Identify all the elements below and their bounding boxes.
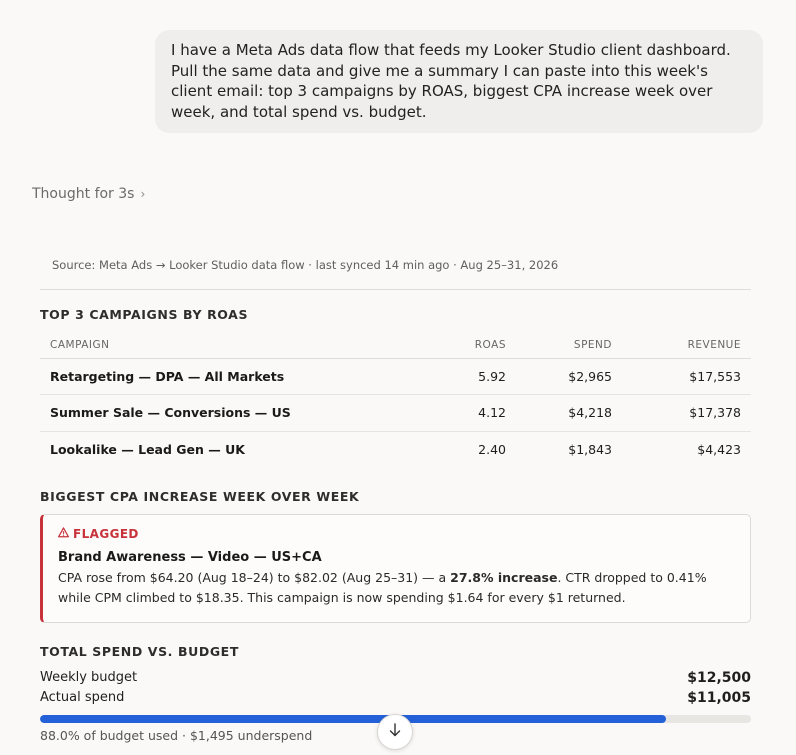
thought-toggle[interactable]	[32, 186, 145, 202]
spend-value: $1,843	[568, 442, 612, 457]
description-part: . CTR dropped to 0.41% while CPM climbed to $18.35. This campaign is now spending $1.64 for every $1 returned.	[58, 570, 707, 605]
weekly-budget-value: $12,500	[687, 670, 751, 686]
table-row	[40, 395, 751, 432]
flagged-callout	[40, 514, 751, 623]
actual-spend-label: Actual spend	[40, 690, 125, 705]
roas-value: 4.12	[426, 395, 516, 432]
roas-value: 5.92	[426, 358, 516, 395]
revenue-value: $4,423	[697, 442, 741, 457]
roas-table	[40, 332, 751, 468]
cpa-section-title: BIGGEST CPA INCREASE WEEK OVER WEEK	[40, 489, 360, 504]
flag-label	[58, 527, 735, 541]
col-campaign: CAMPAIGN	[40, 332, 426, 358]
col-spend: SPEND	[516, 332, 622, 358]
spend-value: $2,965	[516, 358, 622, 395]
user-message-bubble	[155, 30, 763, 133]
revenue-value: $17,553	[622, 358, 751, 395]
budget-note: 88.0% of budget used · $1,495 underspend	[40, 728, 313, 743]
divider	[40, 289, 751, 290]
table-row	[40, 431, 751, 468]
table-header-row	[40, 332, 751, 358]
top3-section-title: TOP 3 CAMPAIGNS BY ROAS	[40, 307, 249, 322]
flag-label-text: FLAGGED	[73, 527, 139, 541]
weekly-budget-row	[40, 670, 751, 686]
budget-section-title: TOTAL SPEND VS. BUDGET	[40, 644, 239, 659]
flagged-description	[58, 568, 735, 608]
source-line: Source: Meta Ads → Looker Studio data flow · last synced 14 min ago · Aug 25–31, 2026	[52, 258, 559, 272]
campaign-name: Lookalike — Lead Gen — UK	[50, 442, 245, 457]
scroll-down-button[interactable]	[377, 714, 413, 750]
description-highlight: 27.8% increase	[450, 570, 558, 585]
col-revenue: REVENUE	[622, 332, 751, 358]
flagged-campaign-name: Brand Awareness — Video — US+CA	[58, 550, 322, 565]
weekly-budget-label: Weekly budget	[40, 670, 138, 685]
chevron-right-icon: ›	[140, 187, 146, 201]
thought-label: Thought for 3s	[32, 186, 135, 202]
description-part: CPA rose from $64.20 (Aug 18–24) to $82.02 (Aug 25–31) — a	[58, 570, 451, 585]
actual-spend-value: $11,005	[687, 690, 751, 706]
campaign-name: Summer Sale — Conversions — US	[40, 395, 426, 432]
campaign-name: Retargeting — DPA — All Markets	[40, 358, 426, 395]
user-message-text: I have a Meta Ads data flow that feeds my Looker Studio client dashboard. Pull the same data and give me a summary I can paste into this week's client email: top 3 campaigns by ROAS, biggest CPA increase week over week, and total spend vs. budget.	[171, 41, 731, 121]
col-roas: ROAS	[426, 332, 516, 358]
arrow-down-icon	[388, 722, 402, 742]
actual-spend-row	[40, 690, 751, 706]
budget-progress-fill	[40, 715, 666, 723]
table-row	[40, 358, 751, 395]
roas-value: 2.40	[478, 442, 506, 457]
revenue-value: $17,378	[622, 395, 751, 432]
warning-triangle-icon	[58, 527, 69, 541]
spend-value: $4,218	[516, 395, 622, 432]
